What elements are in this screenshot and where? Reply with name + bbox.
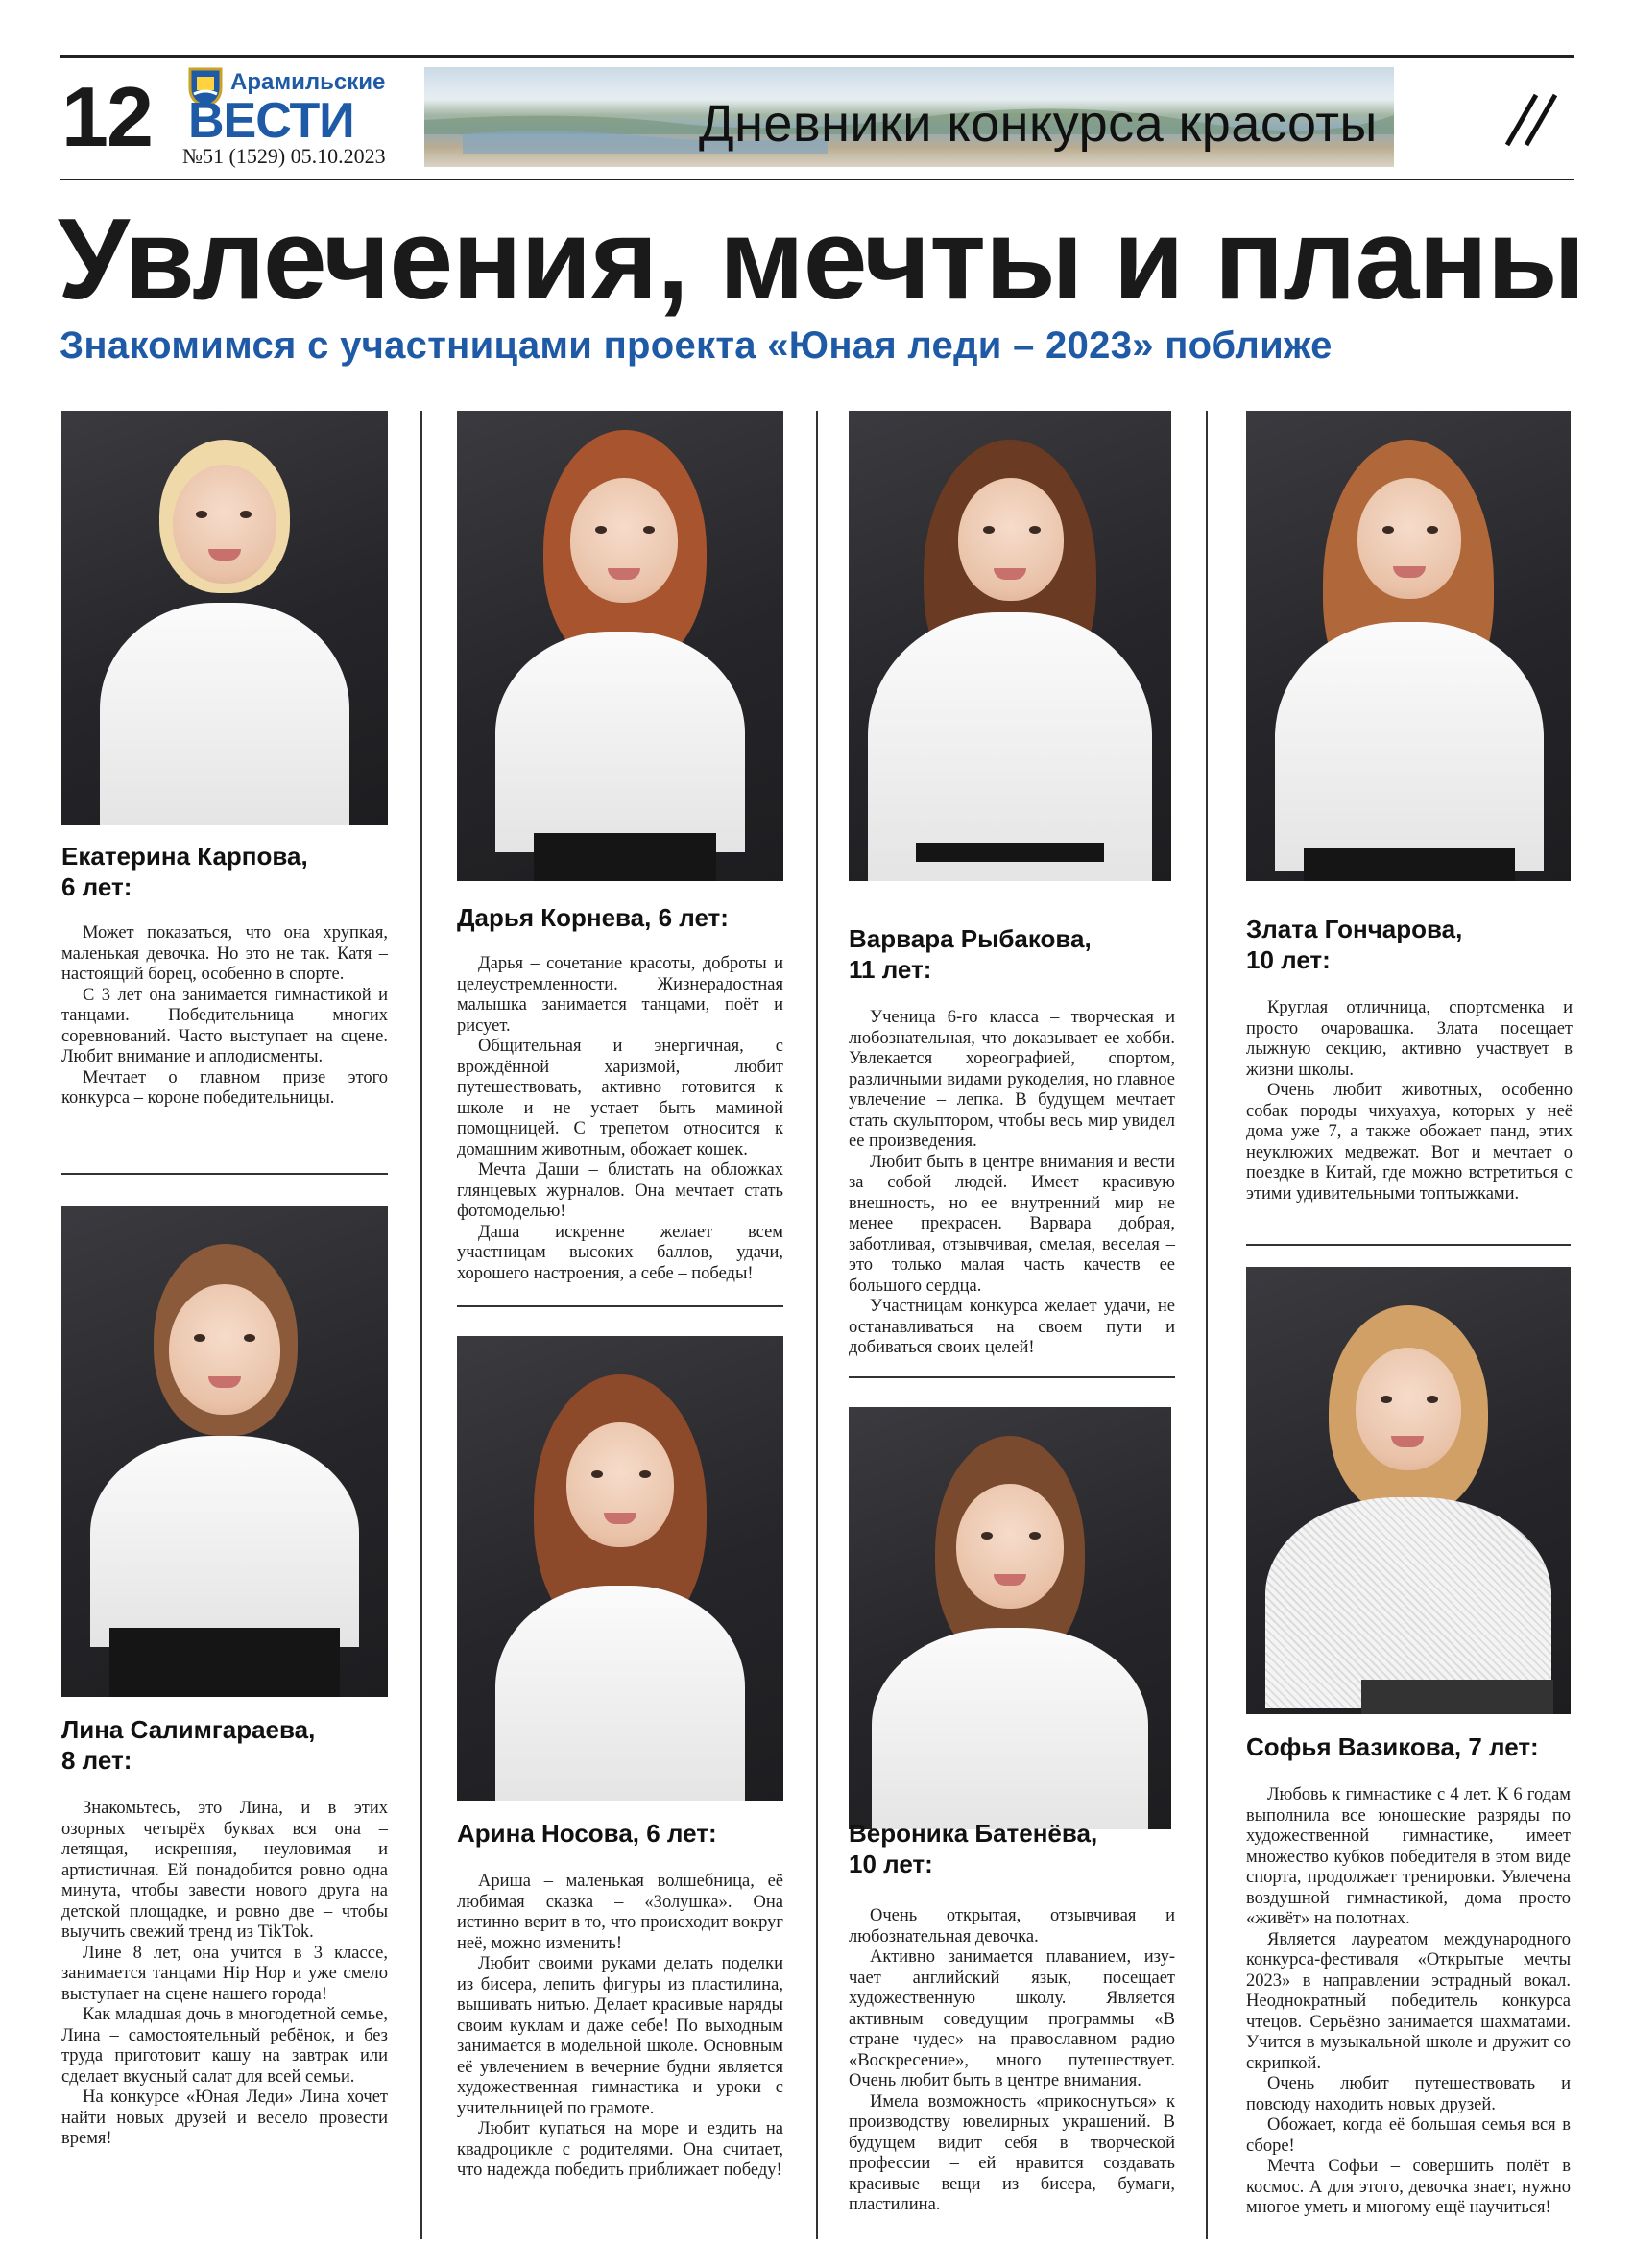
participant-bio-veronika: Очень открытая, отзывчивая и любознательная девочка. Активно занимается плаванием, изу-чает английский язык, посещает художественную школу. Является активным соведущим программы «В стране чудес» на православном радио «Воскресение», много путешествует. Очень любит быть в центре внимания. Имела возможность «прикоснуться» к производству ювелирных украшений. В будущем видит себя в творческой профессии – ей нравится создавать красивые вещи из бисера, бумаги, пластилина. <box>849 1906 1175 2214</box>
page-subtitle: Знакомимся с участницами проекта «Юная леди – 2023» поближе <box>60 324 1333 367</box>
participant-name-ekaterina: Екатерина Карпова, 6 лет: <box>61 842 308 901</box>
column-divider-2 <box>816 411 818 2239</box>
header-bottom-rule <box>60 179 1574 180</box>
portrait-photo-darya <box>457 411 783 881</box>
separator-rule <box>457 1305 783 1307</box>
participant-bio-varvara: Ученица 6-го класса – творческая и любознательная, что доказывает ее хобби. Увлекается хореографией, спортом, различными видами рукоделия, но главное увлечение – лепка. В будущем мечтает стать скульптором, чтобы весь мир увидел ее произведения. Любит быть в центре внимания и вести за собой людей. Имеет красивую внешность, но ее внутренний мир не менее прекрасен. Варвара добрая, заботливая, отзывчивая, смелая, веселая – это только малая часть качеств ее большого сердца. Участницам конкурса желает удачи, не останавливаться на своем пути и добиваться своих целей! <box>849 1008 1175 1357</box>
issue-number-date: №51 (1529) 05.10.2023 <box>182 144 386 168</box>
double-slash-icon <box>1503 91 1561 149</box>
page-number: 12 <box>61 69 152 164</box>
portrait-photo-ekaterina <box>61 411 388 825</box>
participant-name-lina: Лина Салимгараева, 8 лет: <box>61 1715 316 1775</box>
participant-name-arina: Арина Носова, 6 лет: <box>457 1819 717 1848</box>
participant-bio-ekaterina: Может показаться, что она хрупкая, маленькая девочка. Но это не так. Катя – настоящий борец, особенно в спорте. С 3 лет она занимается гимнастикой и танцами. Победительница многих соревнований. Часто выступает на сцене. Любит внимание и аплодисменты. Мечтает о главном призе этого конкурса – короне победительницы. <box>61 923 388 1108</box>
portrait-photo-varvara <box>849 411 1171 881</box>
separator-rule <box>849 1376 1175 1378</box>
participant-bio-arina: Ариша – маленькая волшебница, её любимая сказка – «Золушка». Она истинно верит в то, что происходит вокруг неё, можно изменить! Любит своими руками делать поделки из бисера, лепить фигуры из пластилина, вышивать нитью. Делает красивые наряды своим куклам и даже себе! По выходным занимается в модельной школе. Основным её увлечением в вечерние будни является художественная гимнастика и уроки с учительницей по грамоте. Любит купаться на море и ездить на квадроцикле с родителями. Она считает, что надежда победить приближает победу! <box>457 1872 783 2180</box>
participant-name-veronika: Вероника Батенёва, 10 лет: <box>849 1819 1098 1878</box>
portrait-photo-veronika <box>849 1407 1171 1829</box>
participant-name-darya: Дарья Корнева, 6 лет: <box>457 903 729 932</box>
column-divider-1 <box>420 411 422 2239</box>
participant-bio-zlata: Круглая отличница, спортсменка и просто очаровашка. Злата посещает лыжную секцию, активно участвует в жизни школы. Очень любит животных, особенно собак породы чихуахуа, которых у неё дома уже 7, а также обожает панд, этих неуклюжих медвежат. Вот и мечтает о поездке в Китай, где можно встретиться с этими удивительными топтыжками. <box>1246 998 1573 1204</box>
portrait-photo-lina <box>61 1206 388 1697</box>
top-rule <box>60 55 1574 58</box>
logo-newspaper-name: ВЕСТИ <box>188 93 354 149</box>
portrait-photo-zlata <box>1246 411 1571 881</box>
separator-rule <box>61 1173 388 1175</box>
participant-name-zlata: Злата Гончарова, 10 лет: <box>1246 915 1463 974</box>
section-rubric: Дневники конкурса красоты <box>699 95 1378 153</box>
column-divider-3 <box>1206 411 1208 2239</box>
participant-name-sofya: Софья Вазикова, 7 лет: <box>1246 1732 1539 1761</box>
participant-bio-sofya: Любовь к гимнастике с 4 лет. К 6 годам выполнила все юношеские разряды по художественной гимнастике, имеет множество кубков победителя в этом виде спорта, продолжает тренировки. Увлечена воздушной гимнастикой, дома просто «живёт» на полотнах. Является лауреатом международного конкурса-фестиваля «Открытые мечты 2023» в направлении эстрадный вокал. Неоднократный победитель конкурса чтецов. Серьёзно занимается шахматами. Учится в музыкальной школе и дружит со скрипкой. Очень любит путешествовать и повсюду находить новых друзей. Обожает, когда её большая семья вся в сборе! Мечта Софьи – совершить полёт в космос. А для этого, девочка знает, нужно многое уметь и многому ещё научиться! <box>1246 1785 1571 2217</box>
participant-bio-lina: Знакомьтесь, это Лина, и в этих озорных четырёх буквах вся она – летящая, искренняя, неуловимая и артистичная. Ей понадобится ровно одна минута, чтобы завести нового друга на детской площадке, и ровно две – чтобы выучить свежий тренд из TikTok. Лине 8 лет, она учится в 3 классе, занимается танцами Hip Hop и уже смело выступает на сцене нашего города! Как младшая дочь в многодетной семье, Лина – самостоятельный ребёнок, и без труда приготовит кашу на завтрак или сделает вкусный салат для всей семьи. На конкурсе «Юная Леди» Лина хочет найти новых друзей и весело провести время! <box>61 1799 388 2148</box>
logo-town-name: Арамильские <box>230 69 386 95</box>
participant-bio-darya: Дарья – сочетание красоты, доброты и целеустремленности. Жизнерадостная малышка занимается танцами, поёт и рисует. Общительная и энергичная, с врождённой харизмой, любит путешествовать, активно готовится к школе и не устает быть маминой помощницей. С трепетом относится к домашним животным, обожает кошек. Мечта Даши – блистать на обложках глянцевых журналов. Она мечтает стать фотомоделью! Даша искренне желает всем участницам высоких баллов, удачи, хорошего настроения, а себе – победы! <box>457 954 783 1283</box>
participant-name-varvara: Варвара Рыбакова, 11 лет: <box>849 924 1092 984</box>
portrait-photo-sofya <box>1246 1267 1571 1714</box>
separator-rule <box>1246 1244 1571 1246</box>
portrait-photo-arina <box>457 1336 783 1801</box>
page-title: Увлечения, мечты и планы <box>58 195 1585 323</box>
